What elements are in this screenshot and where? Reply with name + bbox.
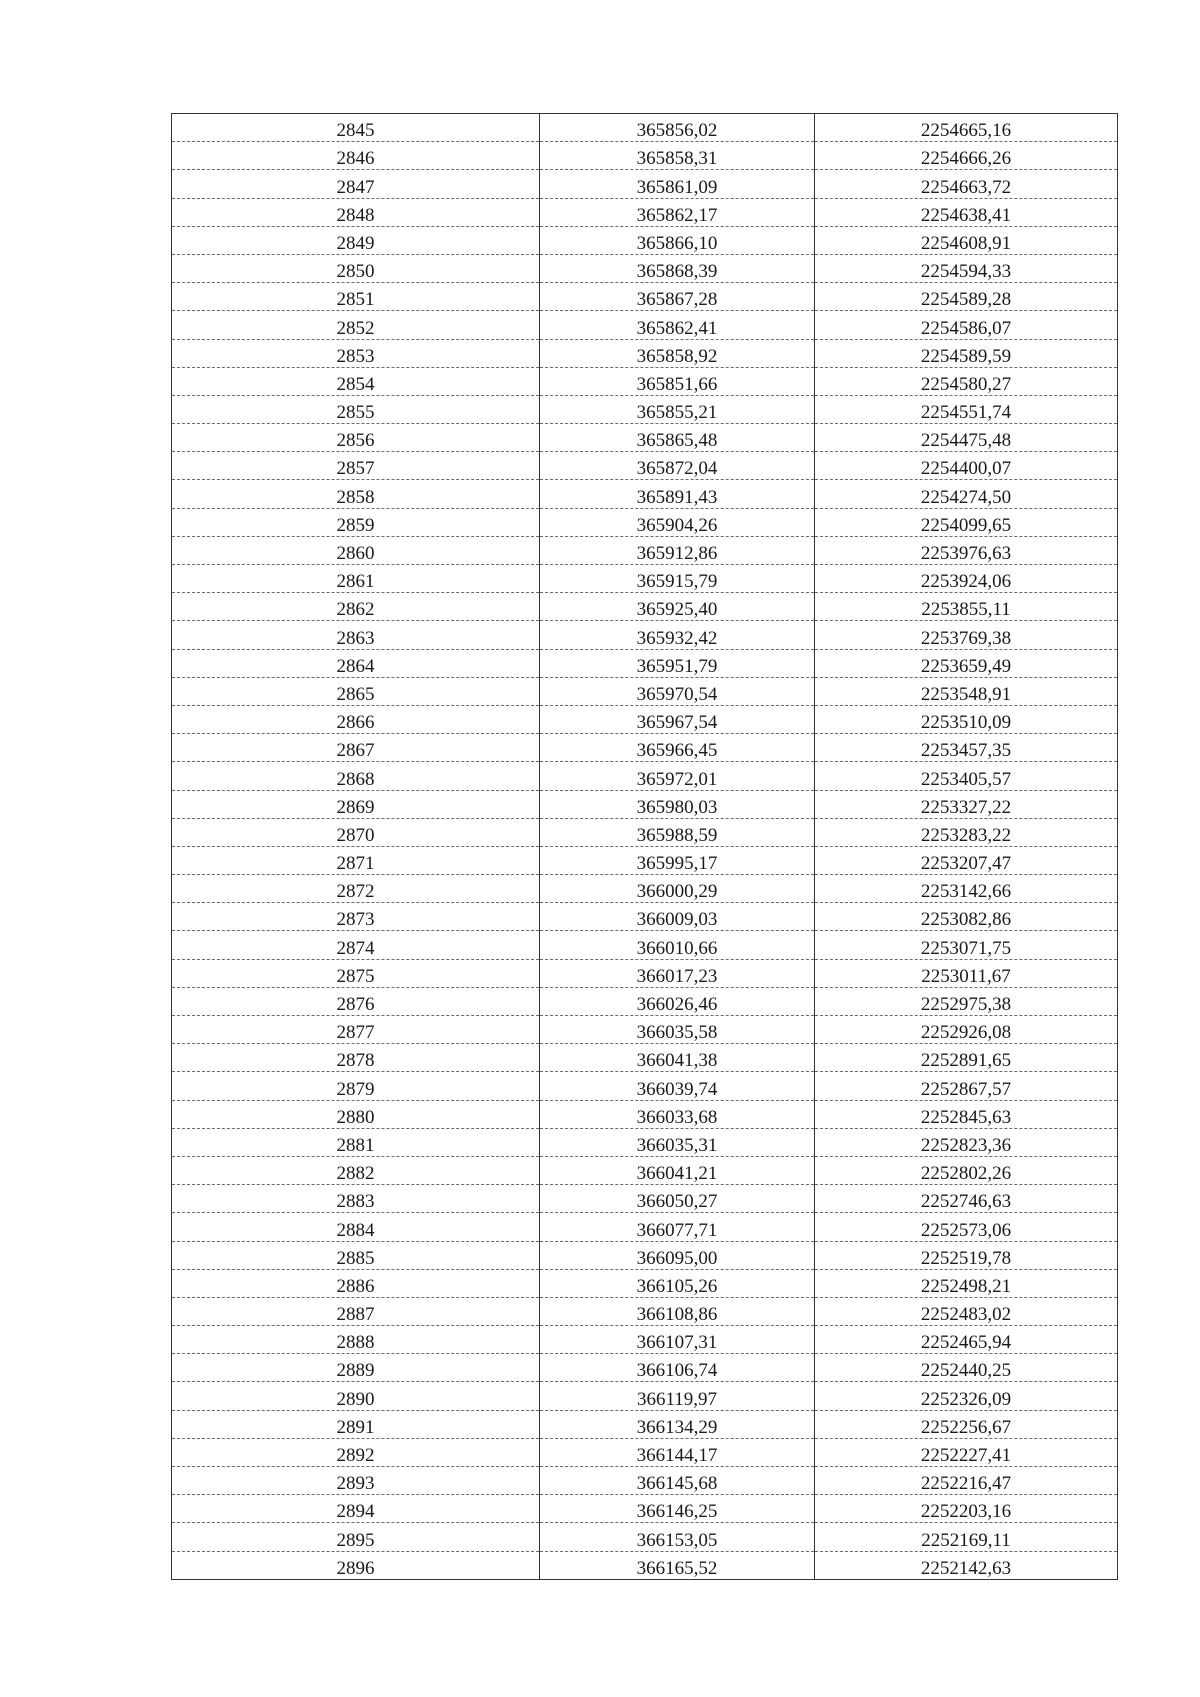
y-coordinate-cell: 2253924,06: [815, 565, 1118, 593]
point-number-cell: 2875: [172, 959, 540, 987]
point-number-cell: 2877: [172, 1016, 540, 1044]
x-coordinate-cell: 365865,48: [540, 424, 815, 452]
point-number-cell: 2860: [172, 536, 540, 564]
x-coordinate-cell: 366134,29: [540, 1410, 815, 1438]
y-coordinate-cell: 2252891,65: [815, 1044, 1118, 1072]
x-coordinate-cell: 366144,17: [540, 1438, 815, 1466]
y-coordinate-cell: 2254580,27: [815, 367, 1118, 395]
x-coordinate-cell: 365915,79: [540, 565, 815, 593]
y-coordinate-cell: 2253855,11: [815, 593, 1118, 621]
x-coordinate-cell: 365970,54: [540, 677, 815, 705]
x-coordinate-cell: 366106,74: [540, 1354, 815, 1382]
x-coordinate-cell: 365858,31: [540, 142, 815, 170]
table-row: [172, 452, 1118, 480]
table-row: [172, 1156, 1118, 1184]
x-coordinate-cell: 366017,23: [540, 959, 815, 987]
table-row: [172, 114, 1118, 142]
table-row: [172, 1297, 1118, 1325]
x-coordinate-cell: 365858,92: [540, 339, 815, 367]
x-coordinate-cell: 365866,10: [540, 226, 815, 254]
table-row: [172, 931, 1118, 959]
table-row: [172, 903, 1118, 931]
y-coordinate-cell: 2254551,74: [815, 395, 1118, 423]
x-coordinate-cell: 366108,86: [540, 1297, 815, 1325]
table-row: [172, 170, 1118, 198]
x-coordinate-cell: 365904,26: [540, 508, 815, 536]
point-number-cell: 2888: [172, 1326, 540, 1354]
x-coordinate-cell: 365867,28: [540, 283, 815, 311]
table-row: [172, 987, 1118, 1015]
x-coordinate-cell: 365912,86: [540, 536, 815, 564]
table-row: [172, 1438, 1118, 1466]
x-coordinate-cell: 366095,00: [540, 1241, 815, 1269]
point-number-cell: 2892: [172, 1438, 540, 1466]
x-coordinate-cell: 365862,41: [540, 311, 815, 339]
y-coordinate-cell: 2254099,65: [815, 508, 1118, 536]
x-coordinate-cell: 365868,39: [540, 254, 815, 282]
point-number-cell: 2858: [172, 480, 540, 508]
point-number-cell: 2879: [172, 1072, 540, 1100]
x-coordinate-cell: 366146,25: [540, 1495, 815, 1523]
point-number-cell: 2866: [172, 705, 540, 733]
table-row: [172, 1269, 1118, 1297]
y-coordinate-cell: 2252926,08: [815, 1016, 1118, 1044]
y-coordinate-cell: 2252203,16: [815, 1495, 1118, 1523]
y-coordinate-cell: 2252216,47: [815, 1467, 1118, 1495]
y-coordinate-cell: 2253011,67: [815, 959, 1118, 987]
coordinates-table-body: [172, 114, 1118, 1580]
point-number-cell: 2851: [172, 283, 540, 311]
point-number-cell: 2845: [172, 114, 540, 142]
table-row: [172, 1241, 1118, 1269]
table-row: [172, 1016, 1118, 1044]
table-row: [172, 875, 1118, 903]
point-number-cell: 2889: [172, 1354, 540, 1382]
y-coordinate-cell: 2253548,91: [815, 677, 1118, 705]
y-coordinate-cell: 2253327,22: [815, 790, 1118, 818]
point-number-cell: 2873: [172, 903, 540, 931]
table-row: [172, 1100, 1118, 1128]
table-row: [172, 536, 1118, 564]
x-coordinate-cell: 366000,29: [540, 875, 815, 903]
y-coordinate-cell: 2253659,49: [815, 649, 1118, 677]
table-row: [172, 1044, 1118, 1072]
table-row: [172, 254, 1118, 282]
y-coordinate-cell: 2254274,50: [815, 480, 1118, 508]
x-coordinate-cell: 366041,21: [540, 1156, 815, 1184]
point-number-cell: 2852: [172, 311, 540, 339]
x-coordinate-cell: 366039,74: [540, 1072, 815, 1100]
table-row: [172, 1523, 1118, 1551]
x-coordinate-cell: 365995,17: [540, 846, 815, 874]
point-number-cell: 2864: [172, 649, 540, 677]
x-coordinate-cell: 366107,31: [540, 1326, 815, 1354]
table-row: [172, 1213, 1118, 1241]
y-coordinate-cell: 2254400,07: [815, 452, 1118, 480]
x-coordinate-cell: 365855,21: [540, 395, 815, 423]
point-number-cell: 2883: [172, 1185, 540, 1213]
point-number-cell: 2871: [172, 846, 540, 874]
x-coordinate-cell: 365988,59: [540, 818, 815, 846]
y-coordinate-cell: 2254586,07: [815, 311, 1118, 339]
point-number-cell: 2859: [172, 508, 540, 536]
x-coordinate-cell: 365872,04: [540, 452, 815, 480]
x-coordinate-cell: 366077,71: [540, 1213, 815, 1241]
table-row: [172, 649, 1118, 677]
point-number-cell: 2874: [172, 931, 540, 959]
x-coordinate-cell: 366145,68: [540, 1467, 815, 1495]
table-row: [172, 198, 1118, 226]
y-coordinate-cell: 2252465,94: [815, 1326, 1118, 1354]
point-number-cell: 2856: [172, 424, 540, 452]
table-row: [172, 762, 1118, 790]
y-coordinate-cell: 2252867,57: [815, 1072, 1118, 1100]
x-coordinate-cell: 366165,52: [540, 1551, 815, 1579]
y-coordinate-cell: 2253207,47: [815, 846, 1118, 874]
y-coordinate-cell: 2252823,36: [815, 1128, 1118, 1156]
y-coordinate-cell: 2254608,91: [815, 226, 1118, 254]
y-coordinate-cell: 2252440,25: [815, 1354, 1118, 1382]
y-coordinate-cell: 2252845,63: [815, 1100, 1118, 1128]
y-coordinate-cell: 2252573,06: [815, 1213, 1118, 1241]
y-coordinate-cell: 2254589,28: [815, 283, 1118, 311]
point-number-cell: 2872: [172, 875, 540, 903]
x-coordinate-cell: 365925,40: [540, 593, 815, 621]
x-coordinate-cell: 365862,17: [540, 198, 815, 226]
x-coordinate-cell: 366041,38: [540, 1044, 815, 1072]
point-number-cell: 2895: [172, 1523, 540, 1551]
point-number-cell: 2894: [172, 1495, 540, 1523]
x-coordinate-cell: 365966,45: [540, 734, 815, 762]
y-coordinate-cell: 2254666,26: [815, 142, 1118, 170]
table-row: [172, 818, 1118, 846]
x-coordinate-cell: 366035,31: [540, 1128, 815, 1156]
y-coordinate-cell: 2252519,78: [815, 1241, 1118, 1269]
x-coordinate-cell: 366026,46: [540, 987, 815, 1015]
x-coordinate-cell: 366009,03: [540, 903, 815, 931]
table-row: [172, 959, 1118, 987]
table-row: [172, 1185, 1118, 1213]
point-number-cell: 2885: [172, 1241, 540, 1269]
x-coordinate-cell: 366035,58: [540, 1016, 815, 1044]
y-coordinate-cell: 2254663,72: [815, 170, 1118, 198]
table-row: [172, 1326, 1118, 1354]
table-row: [172, 1382, 1118, 1410]
point-number-cell: 2884: [172, 1213, 540, 1241]
y-coordinate-cell: 2252483,02: [815, 1297, 1118, 1325]
x-coordinate-cell: 366050,27: [540, 1185, 815, 1213]
y-coordinate-cell: 2253769,38: [815, 621, 1118, 649]
y-coordinate-cell: 2253405,57: [815, 762, 1118, 790]
point-number-cell: 2861: [172, 565, 540, 593]
y-coordinate-cell: 2253142,66: [815, 875, 1118, 903]
table-row: [172, 367, 1118, 395]
table-row: [172, 790, 1118, 818]
table-row: [172, 508, 1118, 536]
table-row: [172, 1410, 1118, 1438]
point-number-cell: 2878: [172, 1044, 540, 1072]
table-row: [172, 705, 1118, 733]
y-coordinate-cell: 2252169,11: [815, 1523, 1118, 1551]
point-number-cell: 2847: [172, 170, 540, 198]
table-row: [172, 395, 1118, 423]
point-number-cell: 2891: [172, 1410, 540, 1438]
point-number-cell: 2853: [172, 339, 540, 367]
point-number-cell: 2862: [172, 593, 540, 621]
table-row: [172, 593, 1118, 621]
x-coordinate-cell: 366153,05: [540, 1523, 815, 1551]
point-number-cell: 2896: [172, 1551, 540, 1579]
y-coordinate-cell: 2253510,09: [815, 705, 1118, 733]
y-coordinate-cell: 2252975,38: [815, 987, 1118, 1015]
table-row: [172, 565, 1118, 593]
table-row: [172, 1354, 1118, 1382]
table-row: [172, 734, 1118, 762]
table-row: [172, 1072, 1118, 1100]
table-row: [172, 1467, 1118, 1495]
x-coordinate-cell: 365861,09: [540, 170, 815, 198]
x-coordinate-cell: 365972,01: [540, 762, 815, 790]
table-row: [172, 339, 1118, 367]
table-row: [172, 226, 1118, 254]
point-number-cell: 2880: [172, 1100, 540, 1128]
y-coordinate-cell: 2253082,86: [815, 903, 1118, 931]
point-number-cell: 2887: [172, 1297, 540, 1325]
y-coordinate-cell: 2253457,35: [815, 734, 1118, 762]
point-number-cell: 2863: [172, 621, 540, 649]
x-coordinate-cell: 365851,66: [540, 367, 815, 395]
table-row: [172, 677, 1118, 705]
table-row: [172, 311, 1118, 339]
y-coordinate-cell: 2252256,67: [815, 1410, 1118, 1438]
point-number-cell: 2869: [172, 790, 540, 818]
point-number-cell: 2868: [172, 762, 540, 790]
x-coordinate-cell: 365932,42: [540, 621, 815, 649]
y-coordinate-cell: 2254665,16: [815, 114, 1118, 142]
x-coordinate-cell: 366105,26: [540, 1269, 815, 1297]
y-coordinate-cell: 2253071,75: [815, 931, 1118, 959]
y-coordinate-cell: 2252498,21: [815, 1269, 1118, 1297]
y-coordinate-cell: 2252746,63: [815, 1185, 1118, 1213]
point-number-cell: 2857: [172, 452, 540, 480]
x-coordinate-cell: 365967,54: [540, 705, 815, 733]
x-coordinate-cell: 365856,02: [540, 114, 815, 142]
point-number-cell: 2870: [172, 818, 540, 846]
table-row: [172, 846, 1118, 874]
point-number-cell: 2893: [172, 1467, 540, 1495]
y-coordinate-cell: 2254638,41: [815, 198, 1118, 226]
point-number-cell: 2854: [172, 367, 540, 395]
point-number-cell: 2848: [172, 198, 540, 226]
y-coordinate-cell: 2254594,33: [815, 254, 1118, 282]
table-row: [172, 480, 1118, 508]
y-coordinate-cell: 2254475,48: [815, 424, 1118, 452]
table-row: [172, 424, 1118, 452]
table-row: [172, 142, 1118, 170]
x-coordinate-cell: 365980,03: [540, 790, 815, 818]
point-number-cell: 2846: [172, 142, 540, 170]
x-coordinate-cell: 365951,79: [540, 649, 815, 677]
y-coordinate-cell: 2252802,26: [815, 1156, 1118, 1184]
y-coordinate-cell: 2253283,22: [815, 818, 1118, 846]
x-coordinate-cell: 366033,68: [540, 1100, 815, 1128]
coordinates-table: [171, 113, 1118, 1580]
table-row: [172, 1495, 1118, 1523]
point-number-cell: 2867: [172, 734, 540, 762]
table-row: [172, 283, 1118, 311]
point-number-cell: 2855: [172, 395, 540, 423]
point-number-cell: 2881: [172, 1128, 540, 1156]
y-coordinate-cell: 2253976,63: [815, 536, 1118, 564]
table-row: [172, 1551, 1118, 1579]
point-number-cell: 2886: [172, 1269, 540, 1297]
point-number-cell: 2876: [172, 987, 540, 1015]
x-coordinate-cell: 365891,43: [540, 480, 815, 508]
point-number-cell: 2849: [172, 226, 540, 254]
y-coordinate-cell: 2252326,09: [815, 1382, 1118, 1410]
point-number-cell: 2882: [172, 1156, 540, 1184]
y-coordinate-cell: 2254589,59: [815, 339, 1118, 367]
y-coordinate-cell: 2252142,63: [815, 1551, 1118, 1579]
x-coordinate-cell: 366010,66: [540, 931, 815, 959]
x-coordinate-cell: 366119,97: [540, 1382, 815, 1410]
point-number-cell: 2850: [172, 254, 540, 282]
table-row: [172, 1128, 1118, 1156]
point-number-cell: 2865: [172, 677, 540, 705]
y-coordinate-cell: 2252227,41: [815, 1438, 1118, 1466]
point-number-cell: 2890: [172, 1382, 540, 1410]
table-row: [172, 621, 1118, 649]
